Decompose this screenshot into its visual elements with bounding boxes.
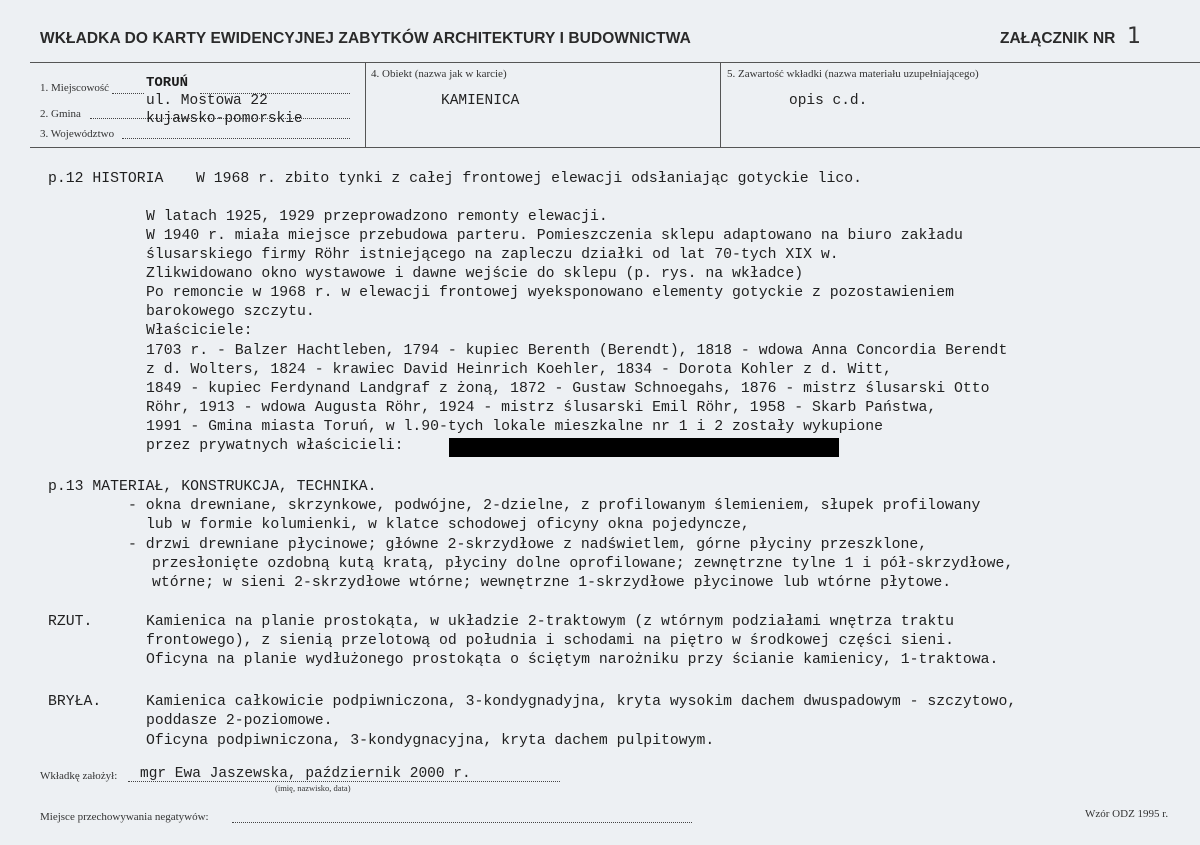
object-value: KAMIENICA bbox=[441, 93, 520, 109]
author-value: mgr Ewa Jaszewska, październik 2000 r. bbox=[140, 766, 471, 782]
locality-label: 1. Miejscowość bbox=[40, 82, 110, 94]
street-value: ul. Mostowa 22 bbox=[146, 93, 268, 109]
rzut-line: Oficyna na planie wydłużonego prostokąta o ściętym narożniku przy ścianie kamienicy, 1-traktowa. bbox=[146, 652, 999, 668]
historia-line: Właściciele: bbox=[146, 323, 253, 339]
header-bottom-rule bbox=[30, 147, 1200, 148]
rzut-label: RZUT. bbox=[48, 614, 93, 630]
historia-line: Po remoncie w 1968 r. w elewacji frontowej wyeksponowano elementy gotyckie z pozostawieniem bbox=[146, 285, 955, 301]
attachment-label: ZAŁĄCZNIK NR bbox=[1000, 30, 1116, 47]
historia-first-line: W 1968 r. zbito tynki z całej frontowej elewacji odsłaniając gotyckie lico. bbox=[196, 171, 862, 187]
historia-label: p.12 HISTORIA bbox=[48, 171, 164, 187]
object-label: 4. Obiekt (nazwa jak w karcie) bbox=[371, 68, 507, 80]
historia-line: przez prywatnych właścicieli: bbox=[146, 438, 404, 454]
form-version: Wzór ODZ 1995 r. bbox=[1085, 808, 1169, 820]
material-line: przesłonięte ozdobną kutą kratą, płyciny dolne oprofilowane; zewnętrzne tylne 1 i pół-skrzydłowe, bbox=[152, 556, 1014, 572]
material-line: lub w formie kolumienki, w klatce schodowej oficyny okna pojedyncze, bbox=[146, 517, 750, 533]
content-value: opis c.d. bbox=[789, 93, 868, 109]
material-line: wtórne; w sieni 2-skrzydłowe wtórne; wewnętrzne 1-skrzydłowe płycinowe lub wtórne płytowe. bbox=[152, 575, 952, 591]
historia-line: W latach 1925, 1929 przeprowadzono remonty elewacji. bbox=[146, 209, 608, 225]
historia-line: 1849 - kupiec Ferdynand Landgraf z żoną, 1872 - Gustaw Schnoegahs, 1876 - mistrz ślusarski Otto bbox=[146, 381, 990, 397]
rzut-line: Kamienica na planie prostokąta, w układzie 2-traktowym (z wtórnym podziałami wnętrza traktu bbox=[146, 614, 955, 630]
negatives-dots bbox=[232, 822, 692, 823]
author-hint: (imię, nazwisko, data) bbox=[275, 783, 351, 793]
historia-line: Zlikwidowano okno wystawowe i dawne wejście do sklepu (p. rys. na wkładce) bbox=[146, 266, 804, 282]
historia-line: 1703 r. - Balzer Hachtleben, 1794 - kupiec Berenth (Berendt), 1818 - wdowa Anna Concordia Berendt bbox=[146, 343, 1008, 359]
material-line: - okna drewniane, skrzynkowe, podwójne, 2-dzielne, z profilowanym ślemieniem, słupek profilowany bbox=[128, 498, 981, 514]
form-title: WKŁADKA DO KARTY EWIDENCYJNEJ ZABYTKÓW ARCHITEKTURY I BUDOWNICTWA bbox=[40, 30, 691, 47]
rzut-line: frontowego), z sienią przelotową od południa i schodami na piętro w środkowej części sieni. bbox=[146, 633, 955, 649]
material-label: p.13 MATERIAŁ, KONSTRUKCJA, TECHNIKA. bbox=[48, 479, 377, 495]
historia-line: 1991 - Gmina miasta Toruń, w l.90-tych lokale mieszkalne nr 1 i 2 zostały wykupione bbox=[146, 419, 884, 435]
attachment-number: 1 bbox=[1127, 24, 1141, 49]
content-label: 5. Zawartość wkładki (nazwa materiału uzupełniającego) bbox=[727, 68, 979, 80]
historia-line: ślusarskiego firmy Röhr istniejącego na zapleczu działki od lat 70-tych XIX w. bbox=[146, 247, 839, 263]
locality-value: TORUŃ bbox=[146, 75, 189, 91]
bryla-label: BRYŁA. bbox=[48, 694, 102, 710]
divider-1 bbox=[365, 62, 366, 148]
commune-label: 2. Gmina bbox=[40, 108, 81, 120]
bryla-line: Oficyna podpiwniczona, 3-kondygnacyjna, kryta dachem pulpitowym. bbox=[146, 733, 715, 749]
historia-line: z d. Wolters, 1824 - krawiec David Heinrich Koehler, 1834 - Dorota Kohler z d. Witt, bbox=[146, 362, 892, 378]
bryla-line: poddasze 2-poziomowe. bbox=[146, 713, 333, 729]
author-label: Wkładkę założył: bbox=[40, 770, 118, 782]
top-rule bbox=[30, 62, 1200, 63]
historia-line: Röhr, 1913 - wdowa Augusta Röhr, 1924 - mistrz ślusarski Emil Röhr, 1958 - Skarb Państwa, bbox=[146, 400, 937, 416]
negatives-label: Miejsce przechowywania negatywów: bbox=[40, 811, 209, 823]
dots-3 bbox=[122, 138, 350, 139]
historia-line: W 1940 r. miała miejsce przebudowa parteru. Pomieszczenia sklepu adaptowano na biuro zakładu bbox=[146, 228, 963, 244]
voivodeship-value: kujawsko-pomorskie bbox=[146, 111, 303, 127]
voivodeship-label: 3. Województwo bbox=[40, 128, 115, 140]
divider-2 bbox=[720, 62, 721, 148]
bryla-line: Kamienica całkowicie podpiwniczona, 3-kondygnadyjna, kryta wysokim dachem dwuspadowym - szczytowo, bbox=[146, 694, 1017, 710]
material-line: - drzwi drewniane płycinowe; główne 2-skrzydłowe z nadświetlem, górne płyciny przeszklone, bbox=[128, 537, 928, 553]
historia-line: barokowego szczytu. bbox=[146, 304, 315, 320]
dots-1a bbox=[112, 93, 144, 94]
redaction-bar bbox=[449, 438, 839, 457]
